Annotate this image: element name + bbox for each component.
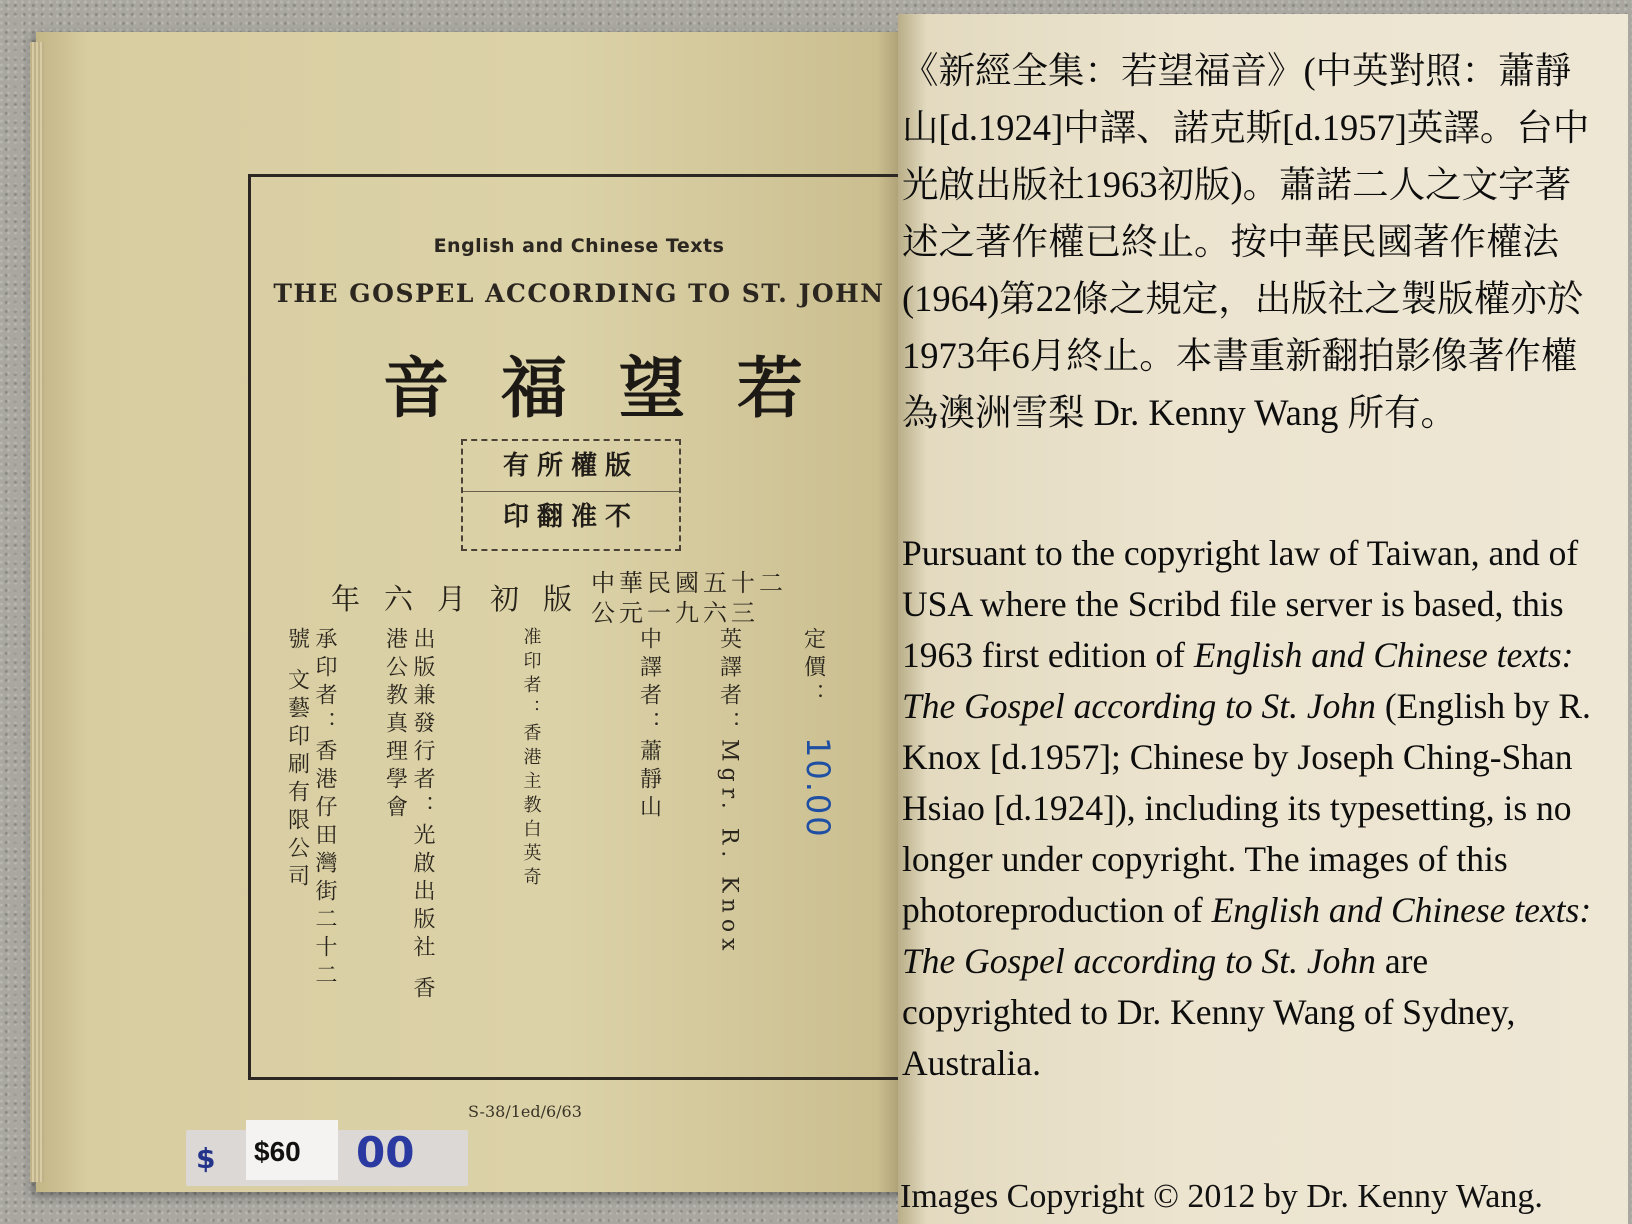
edition-code: S-38/1ed/6/63	[468, 1102, 582, 1121]
printer-column: 承印者：香港仔田灣街二十二號 文藝印刷有限公司	[284, 627, 337, 991]
english-copyright-notice	[902, 528, 1602, 1089]
date-line-3: 年六月初版	[331, 582, 597, 616]
notice-en-part-2: (English by R. Knox [d.1957]; Chinese by Joseph Ching-Shan Hsiao [d.1924]), including its typesetting, is no longer under copyright. The images of this photoreproduction of	[902, 686, 1591, 930]
imprimatur-column: 准印者：香港主教白英奇	[520, 627, 542, 891]
dollar-sign: $	[196, 1142, 216, 1175]
page-edges	[30, 42, 44, 1182]
handwritten-price: 10.00	[799, 737, 837, 839]
rights-reserved-box	[461, 439, 681, 551]
image-copyright-line: Images Copyright © 2012 by Dr. Kenny Wang.	[900, 1178, 1543, 1215]
notice-en-book-title-1: English and Chinese texts: The Gospel according to St. John	[902, 635, 1574, 726]
notice-en-part-3: are copyrighted to Dr. Kenny Wang of Sydney, Australia.	[902, 941, 1516, 1083]
sticker-price: $60	[254, 1136, 301, 1167]
sticker-handwritten: 00	[356, 1128, 415, 1177]
english-subtitle: English and Chinese Texts	[433, 235, 725, 257]
chinese-copyright-notice: 《新經全集：若望福音》(中英對照：蕭靜山[d.1924]中譯、諾克斯[d.1957]英譯。台中光啟出版社1963初版)。蕭諾二人之文字著述之著作權已終止。按中華民國著作權法(1964)第22條之規定，出版社之製版權亦於1973年6月終止。本書重新翻拍影像著作權為澳洲雪梨 Dr. Kenny Wang 所有。	[902, 50, 1590, 433]
chinese-title: 音福望若	[383, 349, 855, 427]
english-title: THE GOSPEL ACCORDING TO ST. JOHN	[273, 279, 885, 308]
price-sticker	[186, 1130, 468, 1186]
english-translator-column: 英譯者：Mgr. R. Knox	[716, 627, 742, 957]
chinese-translator-column: 中譯者：蕭靜山	[636, 627, 662, 823]
notice-en-book-title-2: English and Chinese texts: The Gospel according to St. John	[902, 890, 1592, 981]
price-column: 定價：	[800, 627, 826, 711]
date-line-1: 中華民國五十二	[591, 569, 787, 597]
title-page-frame	[248, 174, 910, 1080]
notice-en-part-1: Pursuant to the copyright law of Taiwan, and of USA where the Scribd file server is based, this 1963 first edition of	[902, 533, 1579, 675]
rights-line-1: 有所權版	[502, 451, 639, 481]
rights-line-2: 印翻准不	[463, 491, 679, 542]
date-line-2: 公元一九六三	[591, 599, 759, 627]
publisher-column: 出版兼發行者：光啟出版社 香港公教真理學會	[382, 627, 435, 1004]
left-page	[36, 32, 912, 1192]
